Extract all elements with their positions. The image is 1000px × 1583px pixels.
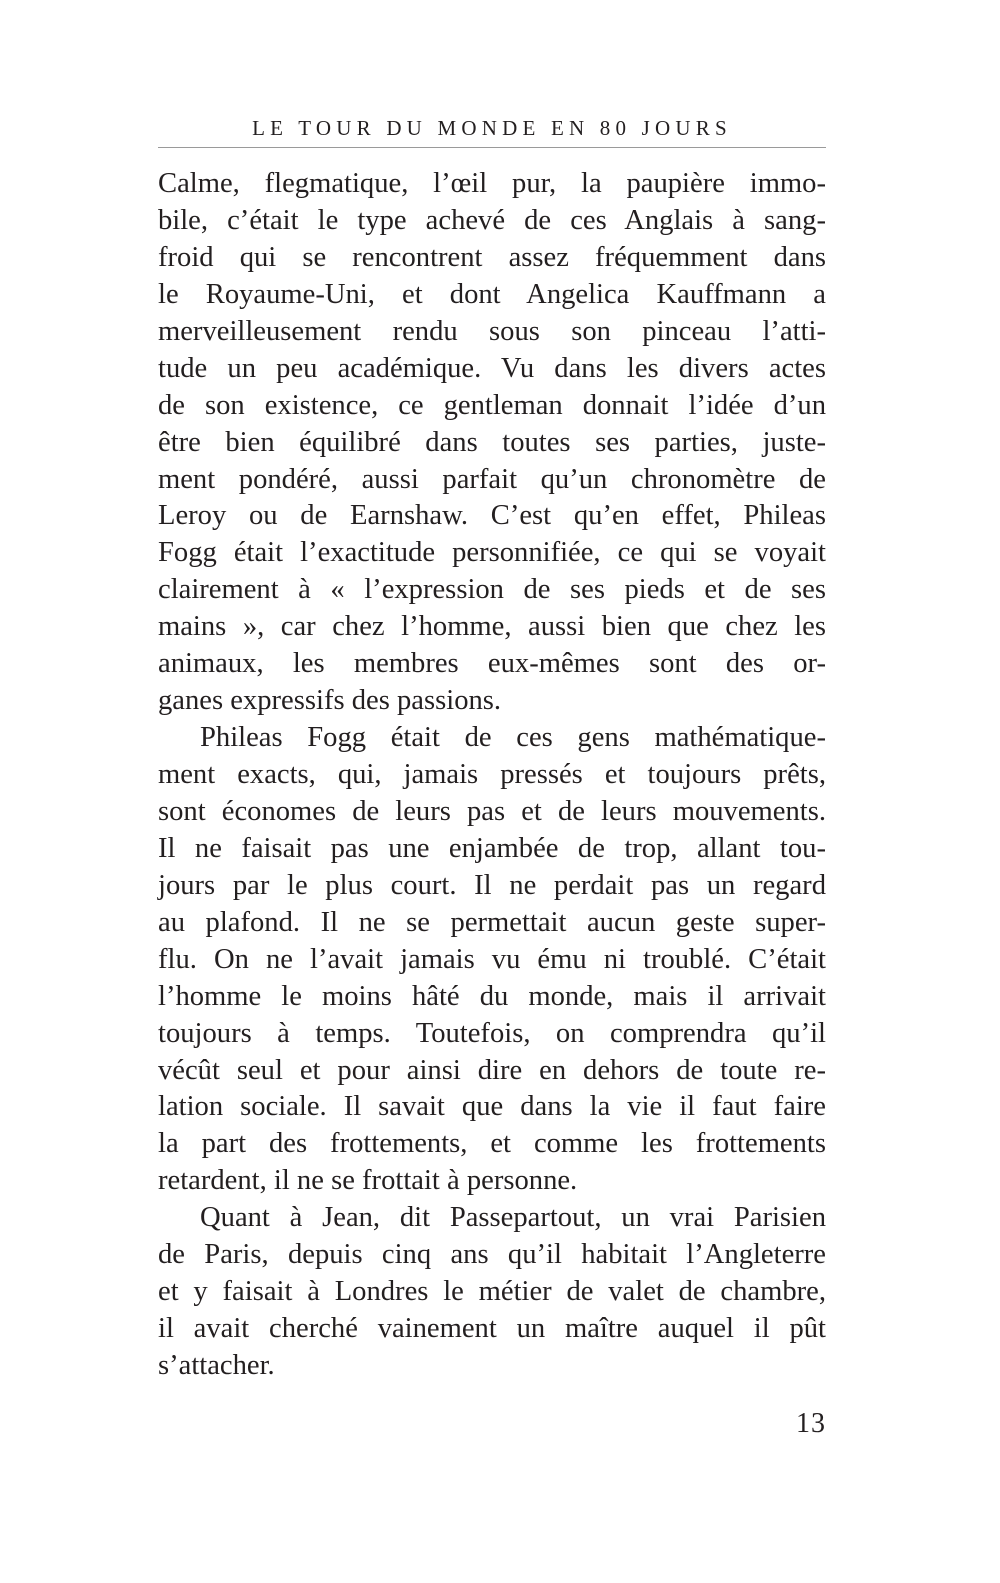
text-line: retardent, il ne se frottait à personne. [158, 1165, 578, 1197]
text-line: ment exacts, qui, jamais pressés et toujours prêts, [158, 759, 826, 790]
text-line: la part des frottements, et comme les frottements [158, 1128, 826, 1160]
text-line: vécût seul et pour ainsi dire en dehors de toute re- [158, 1054, 826, 1086]
text-line: être bien équilibré dans toutes ses parties, juste- [158, 426, 826, 458]
text-line: tude un peu académique. Vu dans les divers actes [158, 352, 826, 384]
text-line: clairement à « l’expression de ses pieds et de ses [158, 574, 826, 606]
text-line: Leroy ou de Earnshaw. C’est qu’en effet, Phileas [158, 500, 826, 532]
text-line: au plafond. Il ne se permettait aucun geste super- [158, 906, 826, 938]
text-line: toujours à temps. Toutefois, on comprendra qu’il [158, 1017, 826, 1049]
text-line: l’homme le moins hâté du monde, mais il arrivait [158, 980, 826, 1012]
text-line: lation sociale. Il savait que dans la vie il faut faire [158, 1091, 826, 1123]
body-text [158, 166, 826, 1385]
page-number: 13 [796, 1408, 826, 1439]
text-line: mains », car chez l’homme, aussi bien que chez les [158, 611, 826, 643]
text-line: Il ne faisait pas une enjambée de trop, allant tou- [158, 832, 826, 864]
paragraph [158, 1200, 826, 1385]
text-line: le Royaume-Uni, et dont Angelica Kauffmann a [158, 278, 826, 310]
text-line: Fogg était l’exactitude personnifiée, ce qui se voyait [158, 537, 826, 569]
text-line: Calme, flegmatique, l’œil pur, la paupière immo- [158, 168, 826, 199]
text-line: il avait cherché vainement un maître auquel il pût [158, 1313, 826, 1345]
paragraph [158, 166, 826, 720]
text-line: ment pondéré, aussi parfait qu’un chronomètre de [158, 463, 826, 495]
text-line: froid qui se rencontrent assez fréquemment dans [158, 241, 826, 273]
running-head-title: LE TOUR DU MONDE EN 80 JOURS [252, 116, 732, 140]
paragraph [158, 720, 826, 1200]
text-line: Phileas Fogg était de ces gens mathématique- [200, 722, 826, 754]
text-line: ganes expressifs des passions. [158, 685, 502, 717]
text-line: de son existence, ce gentleman donnait l’idée d’un [158, 389, 826, 421]
text-line: s’attacher. [158, 1350, 275, 1381]
text-line: flu. On ne l’avait jamais vu ému ni troublé. C’était [158, 943, 826, 975]
text-line: sont économes de leurs pas et de leurs mouvements. [158, 795, 826, 827]
text-line: jours par le plus court. Il ne perdait pas un regard [158, 869, 826, 901]
text-line: merveilleusement rendu sous son pinceau l’atti- [158, 315, 826, 347]
text-line: et y faisait à Londres le métier de valet de chambre, [158, 1276, 826, 1308]
text-line: animaux, les membres eux-mêmes sont des or- [158, 648, 826, 680]
text-line: bile, c’était le type achevé de ces Anglais à sang- [158, 204, 826, 236]
text-line: de Paris, depuis cinq ans qu’il habitait l’Angleterre [158, 1239, 826, 1271]
text-line: Quant à Jean, dit Passepartout, un vrai Parisien [200, 1202, 826, 1234]
header-rule [158, 147, 826, 148]
